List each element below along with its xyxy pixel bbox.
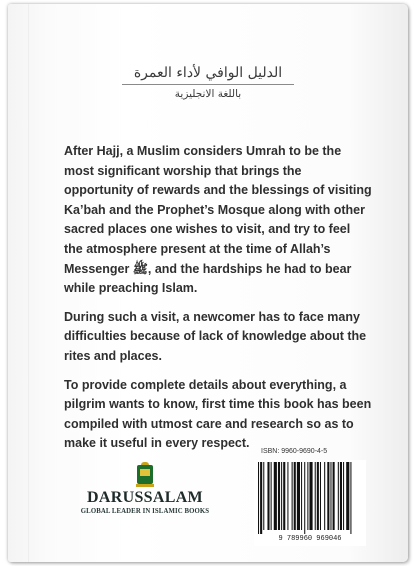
barcode-bar (258, 462, 259, 534)
blurb-paragraph-1: After Hajj, a Muslim considers Umrah to be the most significant worship that brings the opportunity of rewards and the blessings of visiting Ka’bah and the Prophet’s Mosque along with other sacred places one wishes to visit, and try to feel the atmosphere present at the time of Allah’s Messenger ﷺ, and the hardships he had to bear while preaching Islam. (64, 144, 372, 296)
barcode-bar (309, 462, 312, 530)
barcode-bar (271, 462, 272, 530)
barcode-bar (327, 462, 329, 530)
isbn-label: ISBN: 9960-9690-4-5 (261, 448, 328, 455)
blurb (64, 142, 372, 463)
barcode-bar (260, 462, 262, 534)
barcode-bar (301, 462, 302, 530)
barcode-bar (320, 462, 321, 530)
barcode-bar (330, 462, 331, 530)
barcode-bar (317, 462, 319, 530)
barcode-bar (315, 462, 316, 530)
barcode-bar (333, 462, 335, 530)
barcode-bars (254, 460, 366, 534)
blurb-paragraph-3: To provide complete details about everything, a pilgrim wants to know, first time this book has been compiled with utmost care and research so as to make it useful in every respect. (64, 377, 372, 451)
barcode-bar (338, 462, 339, 530)
barcode-number: 9 789960 969046 (278, 535, 342, 543)
publisher-tagline: GLOBAL LEADER IN ISLAMIC BOOKS (80, 508, 210, 515)
barcode-bar (324, 462, 325, 530)
barcode-bar (283, 462, 285, 530)
barcode-bar (307, 462, 308, 530)
publisher-logo (70, 462, 220, 515)
barcode (254, 460, 366, 546)
barcode-bar (287, 462, 288, 530)
barcode-bar (343, 462, 344, 530)
blurb-paragraph-2: During such a visit, a newcomer has to face many difficulties because of lack of knowledge about the rites and places. (64, 309, 367, 363)
barcode-bar (304, 462, 305, 534)
arabic-heading (8, 62, 408, 100)
barcode-bar (350, 462, 351, 534)
publisher-name: DARUSSALAM (87, 489, 203, 506)
barcode-bar (340, 462, 342, 530)
arabic-subtitle: باللغة الانجليزية (174, 88, 242, 100)
barcode-bar (346, 462, 349, 530)
barcode-bar (263, 462, 264, 530)
barcode-bar (297, 462, 300, 530)
darussalam-logo-icon (136, 462, 154, 488)
barcode-bar (281, 462, 282, 530)
book-back-cover (8, 4, 408, 562)
barcode-bar (267, 462, 269, 530)
arabic-title: الدليل الوافي لأداء العمرة (122, 65, 294, 85)
barcode-bar (292, 462, 293, 530)
barcode-bar (274, 462, 277, 530)
barcode-bar (278, 462, 280, 530)
barcode-bar (294, 462, 296, 530)
